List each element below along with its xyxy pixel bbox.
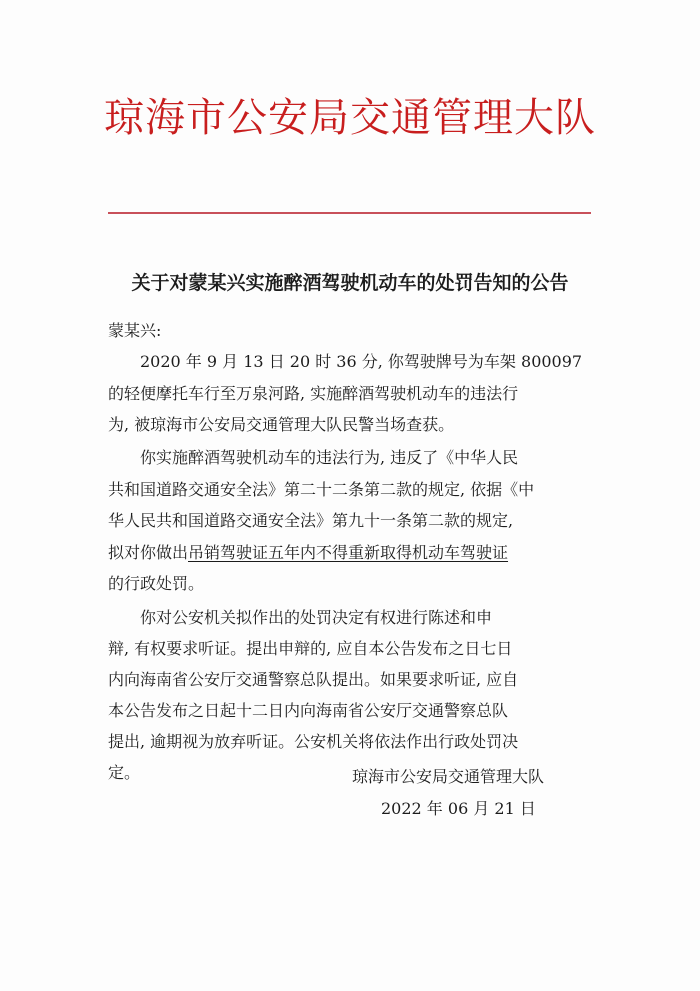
- paragraph-2-line-3: 华人民共和国道路交通安全法》第九十一条第二款的规定,: [108, 511, 514, 530]
- salutation: 蒙某兴:: [108, 321, 162, 340]
- paragraph-2-line-2: 共和国道路交通安全法》第二十二条第二款的规定, 依据《中: [108, 480, 535, 499]
- penalty-intro: 拟对你做出: [108, 543, 189, 562]
- paragraph-3-line-5: 提出, 逾期视为放弃听证。公安机关将依法作出行政处罚决: [108, 732, 519, 751]
- agency-header-title: 琼海市公安局交通管理大队: [104, 95, 596, 141]
- notice-title: 关于对蒙某兴实施醉酒驾驶机动车的处罚告知的公告: [131, 272, 569, 294]
- header-divider: [108, 212, 591, 214]
- paragraph-3-line-1: 你对公安机关拟作出的处罚决定有权进行陈述和申: [140, 608, 493, 627]
- paragraph-2-line-4: [108, 538, 508, 568]
- paragraph-2-line-5: 的行政处罚。: [108, 574, 205, 593]
- paragraph-3-line-2: 辩, 有权要求听证。提出申辩的, 应自本公告发布之日七日: [108, 639, 513, 658]
- paragraph-3-line-3: 内向海南省公安厅交通警察总队提出。如果要求听证, 应自: [108, 670, 519, 689]
- paragraph-3-line-4: 本公告发布之日起十二日内向海南省公安厅交通警察总队: [108, 701, 509, 720]
- penalty-text: 吊销驾驶证五年内不得重新取得机动车驾驶证: [188, 543, 509, 562]
- paragraph-1-line-1: 2020 年 9 月 13 日 20 时 36 分, 你驾驶牌号为车架 800097: [140, 352, 583, 371]
- signature-agency: 琼海市公安局交通管理大队: [352, 767, 545, 786]
- paragraph-2-line-1: 你实施醉酒驾驶机动车的违法行为, 违反了《中华人民: [140, 448, 519, 467]
- paragraph-1-line-2: 的轻便摩托车行至万泉河路, 实施醉酒驾驶机动车的违法行: [108, 384, 519, 403]
- paragraph-3-line-6: 定。: [108, 763, 141, 782]
- paragraph-1-line-3: 为, 被琼海市公安局交通管理大队民警当场查获。: [108, 415, 455, 434]
- signature-date: 2022 年 06 月 21 日: [381, 799, 536, 818]
